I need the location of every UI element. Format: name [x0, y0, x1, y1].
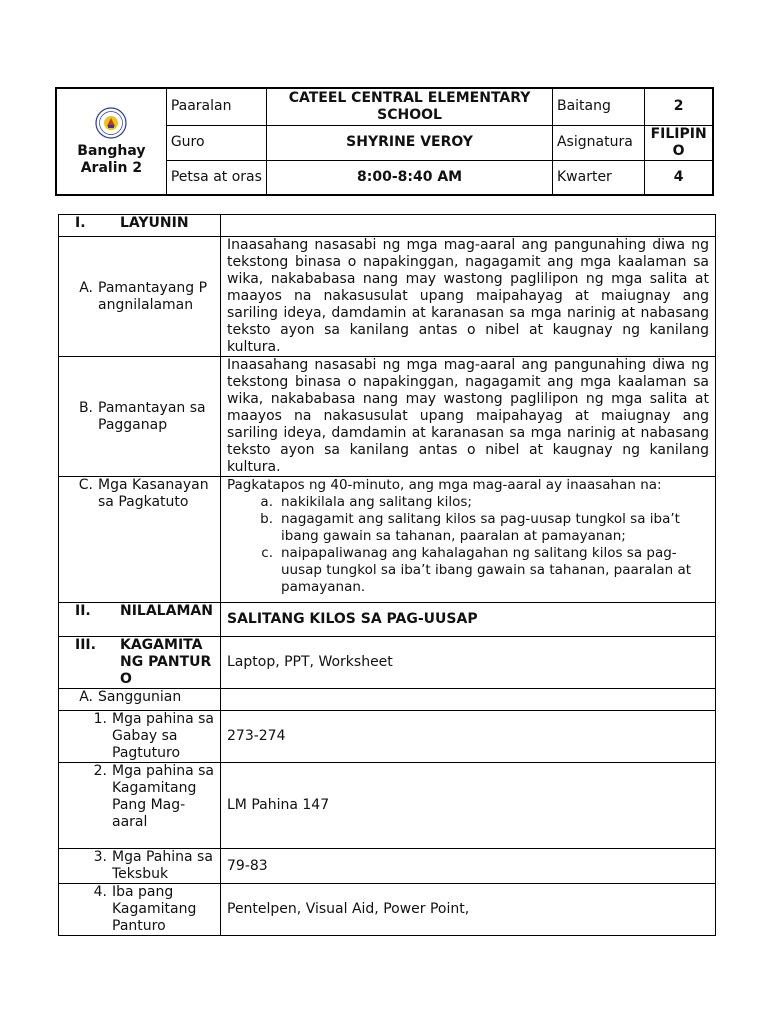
sanggunian-value [221, 689, 716, 711]
nilalaman-value: SALITANG KILOS SA PAG-UUSAP [221, 603, 716, 637]
ref-value: Pentelpen, Visual Aid, Power Point, [221, 884, 716, 936]
paaralan-label: Paaralan [166, 88, 266, 125]
pamantayan-pagganap-text: Inaasahang nasasabi ng mga mag-aaral ang pangunahing diwa ng tekstong binasa o napakinggan, nagagamit ang mga kaalaman sa wika, nakababasa nang may wastong paglilipon ng mga salita at maayos na nakasusulat upang maipahayag at maiugnay ang sariling ideya, damdamin at karanasan sa mga narinig at nabasang teksto ayon sa kanilang antas o nibel at kaugnay ng kanilang kultura. [221, 357, 716, 477]
kagamitan-value: Laptop, PPT, Worksheet [221, 637, 716, 689]
objectives-list [227, 494, 709, 596]
table-row [59, 711, 716, 763]
ref-label: 2. Mga pahina sa Kagamitang Pang Mag-aaral [93, 763, 214, 830]
section-kagamitan: III. KAGAMITANG PANTURO [75, 637, 212, 687]
petsa-value: 8:00-8:40 AM [267, 160, 553, 195]
table-row [59, 215, 716, 237]
kwarter-label: Kwarter [552, 160, 644, 195]
list-item: c. naipapaliwanag ang kahalagahan ng salitang kilos sa pag-uusap tungkol sa iba’t ibang gawain sa tahanan, paaralan at pamayanan. [261, 545, 692, 595]
kwarter-value: 4 [645, 160, 713, 195]
header-table [55, 87, 714, 196]
plan-title-line2: Aralin 2 [80, 159, 143, 176]
deped-seal-icon [95, 107, 127, 139]
lesson-table [58, 214, 716, 936]
ref-value: LM Pahina 147 [221, 763, 716, 849]
list-item: a. nakikilala ang salitang kilos; [260, 494, 472, 510]
table-row [59, 237, 716, 357]
list-item: b. nagagamit ang salitang kilos sa pag-uusap tungkol sa iba’t ibang gawain sa tahanan, paaralan at pamayanan; [260, 511, 680, 544]
asignatura-label: Asignatura [552, 125, 644, 160]
section-title: LAYUNIN [120, 215, 189, 231]
baitang-value: 2 [645, 88, 713, 125]
title-cell [56, 88, 166, 195]
section-number: I. [75, 215, 86, 231]
baitang-label: Baitang [552, 88, 644, 125]
petsa-label: Petsa at oras [166, 160, 266, 195]
table-row [59, 763, 716, 849]
pamantayang-pangnilalaman-label: A. Pamantayang Pangnilalaman [79, 279, 208, 313]
ref-label: 1. Mga pahina sa Gabay sa Pagtuturo [93, 711, 214, 761]
asignatura-value: FILIPINO [645, 125, 713, 160]
section-layunin [65, 215, 214, 232]
kasanayan-content [221, 477, 716, 603]
kasanayan-intro: Pagkatapos ng 40-minuto, ang mga mag-aaral ay inaasahan na: [227, 477, 662, 493]
table-row [59, 477, 716, 603]
ref-label: 4. Iba pang Kagamitang Panturo [93, 884, 197, 934]
table-row [59, 637, 716, 689]
kasanayan-label: C. Mga Kasanayan sa Pagkatuto [78, 477, 209, 510]
guro-label: Guro [166, 125, 266, 160]
table-row [59, 357, 716, 477]
pamantayan-pagganap-label: B. Pamantayan sa Pagganap [78, 399, 206, 433]
table-row [59, 689, 716, 711]
paaralan-value: CATEEL CENTRAL ELEMENTARY SCHOOL [267, 88, 553, 125]
guro-value: SHYRINE VEROY [267, 125, 553, 160]
table-row [59, 603, 716, 637]
table-row [59, 884, 716, 936]
pamantayang-pangnilalaman-text: Inaasahang nasasabi ng mga mag-aaral ang pangunahing diwa ng tekstong binasa o napakinggan, nagagamit ang mga kaalaman sa wika, nakababasa nang may wastong paglilipon ng mga salita at maayos na nakasusulat upang maipahayag at maiugnay ang sariling ideya, damdamin at karanasan sa mga narinig at nabasang teksto ayon sa kanilang antas o nibel at kaugnay ng kanilang kultura. [221, 237, 716, 357]
ref-label: 3. Mga Pahina sa Teksbuk [93, 849, 213, 882]
plan-title-line1: Banghay [77, 142, 146, 159]
table-row [59, 849, 716, 884]
section-nilalaman: II. NILALAMAN [75, 603, 213, 619]
ref-value: 79-83 [221, 849, 716, 884]
ref-value: 273-274 [221, 711, 716, 763]
sanggunian-label: A. Sanggunian [79, 689, 182, 705]
